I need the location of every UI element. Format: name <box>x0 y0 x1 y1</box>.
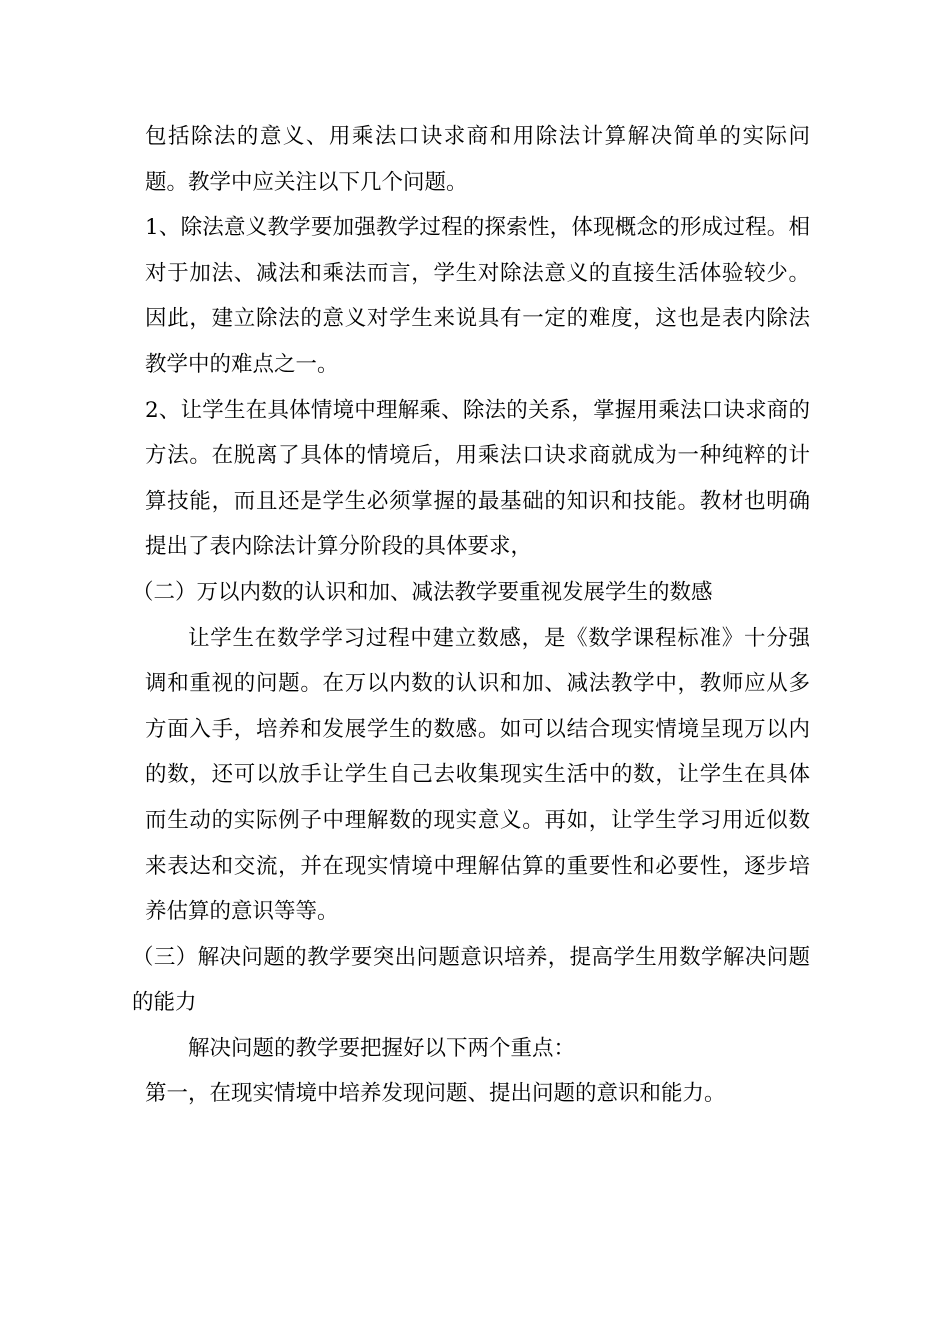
paragraph-point-2: 2、让学生在具体情境中理解乘、除法的关系，掌握用乘法口诀求商的方法。在脱离了具体的情境后，用乘法口诀求商就成为一种纯粹的计算技能，而且还是学生必须掌握的最基础的知识和技能。教材也明确提出了表内除法计算分阶段的具体要求， <box>145 397 810 560</box>
document-body <box>132 114 810 1117</box>
paragraph-first-point: 第一，在现实情境中培养发现问题、提出问题的意识和能力。 <box>145 1081 726 1107</box>
section-heading-3: （三）解决问题的教学要突出问题意识培养，提高学生用数学解决问题的能力 <box>132 944 810 1016</box>
paragraph-problem-solving-intro: 解决问题的教学要把握好以下两个重点： <box>188 1035 576 1061</box>
paragraph-number-sense: 让学生在数学学习过程中建立数感，是《数学课程标准》十分强调和重视的问题。在万以内数的认识和加、减法教学中，教师应从多方面入手，培养和发展学生的数感。如可以结合现实情境呈现万以内的数，还可以放手让学生自己去收集现实生活中的数，让学生在具体而生动的实际例子中理解数的现实意义。再如，让学生学习用近似数来表达和交流，并在现实情境中理解估算的重要性和必要性，逐步培养估算的意识等等。 <box>145 625 810 925</box>
section-heading-2: （二）万以内数的认识和加、减法教学要重视发展学生的数感 <box>132 579 713 605</box>
paragraph-division-intro: 包括除法的意义、用乘法口诀求商和用除法计算解决简单的实际问题。教学中应关注以下几个问题。 <box>145 124 810 195</box>
paragraph-point-1: 1、除法意义教学要加强教学过程的探索性，体现概念的形成过程。相对于加法、减法和乘法而言，学生对除法意义的直接生活体验较少。因此，建立除法的意义对学生来说具有一定的难度，这也是表内除法教学中的难点之一。 <box>145 215 810 377</box>
